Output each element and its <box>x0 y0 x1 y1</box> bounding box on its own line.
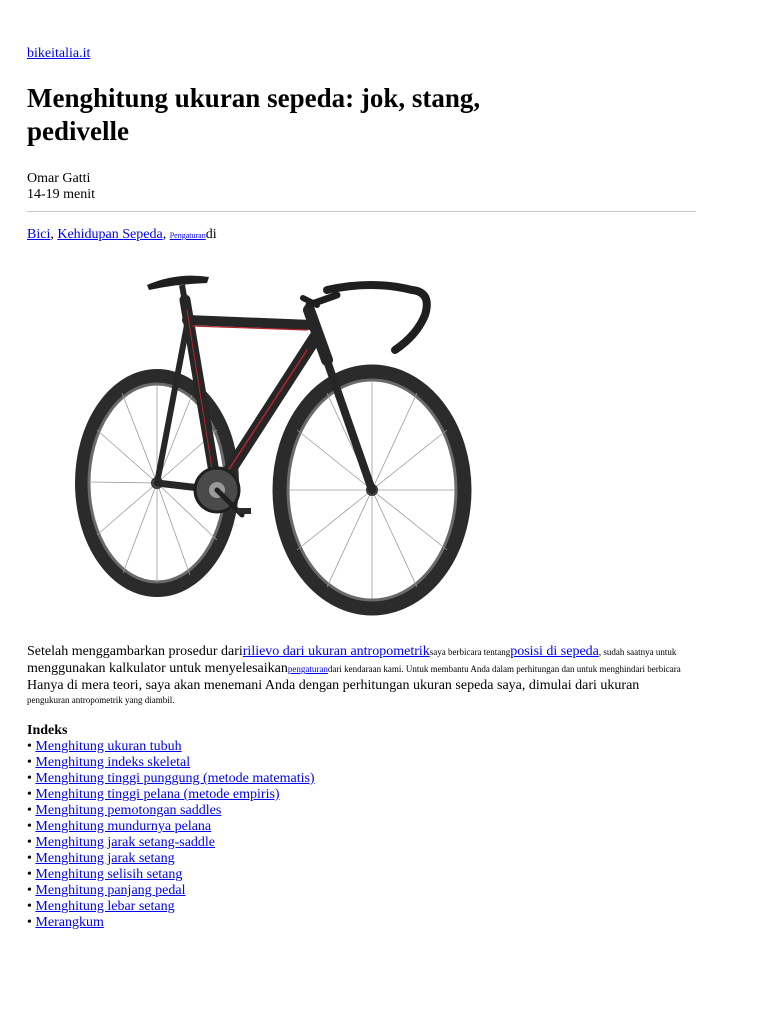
page-title: Menghitung ukuran sepeda: jok, stang, pedivelle <box>27 83 481 146</box>
article-meta <box>27 171 95 203</box>
paragraph-text: menggunakan kalkulator untuk menyelesaikan <box>27 661 288 676</box>
index-link[interactable]: Menghitung indeks skeletal <box>35 755 191 770</box>
index-link[interactable]: Menghitung mundurnya pelana <box>35 819 212 834</box>
index-link[interactable]: Menghitung selisih setang <box>35 867 183 882</box>
list-item <box>27 915 315 931</box>
list-item <box>27 803 315 819</box>
site-link[interactable]: bikeitalia.it <box>27 46 91 61</box>
crankset <box>195 468 251 515</box>
list-item <box>27 771 315 787</box>
index-link[interactable]: Menghitung lebar setang <box>35 899 175 914</box>
category-separator: , <box>162 227 167 242</box>
read-time: 14-19 menit <box>27 187 96 202</box>
paragraph-text: Setelah menggambarkan prosedur dari <box>27 644 243 659</box>
bicycle-image <box>27 250 517 630</box>
author-name: Omar Gatti <box>27 171 91 186</box>
paragraph-line <box>27 643 768 660</box>
index-link[interactable]: Menghitung ukuran tubuh <box>35 739 182 754</box>
list-item <box>27 867 315 883</box>
category-link-bici[interactable]: Bici <box>27 227 51 242</box>
index-title: Indeks <box>27 723 68 738</box>
category-link-kehidupan-sepeda[interactable]: Kehidupan Sepeda <box>57 227 163 242</box>
list-item <box>27 835 315 851</box>
category-separator: , <box>50 227 54 242</box>
list-item <box>27 883 315 899</box>
saddle <box>147 276 209 302</box>
category-link-pengaturan[interactable]: Pengaturan <box>169 231 206 240</box>
index-link[interactable]: Menghitung jarak setang <box>35 851 175 866</box>
index-link[interactable]: Merangkum <box>35 915 104 930</box>
index-link[interactable]: Menghitung tinggi punggung (metode matematis) <box>35 771 315 786</box>
category-list <box>27 227 217 243</box>
list-item <box>27 819 315 835</box>
table-of-contents <box>27 723 315 931</box>
paragraph-text: saya berbicara tentang <box>429 647 511 657</box>
index-link[interactable]: Menghitung panjang pedal <box>35 883 186 898</box>
index-link[interactable]: Menghitung pemotongan saddles <box>35 803 222 818</box>
link-posisi-sepeda[interactable]: posisi di sepeda <box>510 644 599 659</box>
list-item <box>27 755 315 771</box>
paragraph-line <box>27 660 768 677</box>
index-link[interactable]: Menghitung tinggi pelana (metode empiris) <box>35 787 280 802</box>
link-pengaturan[interactable]: pengaturan <box>287 664 328 674</box>
category-suffix: di <box>205 227 217 242</box>
list-item <box>27 739 315 755</box>
intro-paragraph <box>27 643 768 706</box>
paragraph-text: dari kendaraan kami. Untuk membantu Anda dalam perhitungan dan untuk menghindari berbicara <box>327 664 681 674</box>
paragraph-text: , sudah saatnya untuk <box>598 647 677 657</box>
paragraph-line: pengukuran antropometrik yang diambil. <box>27 695 175 705</box>
divider <box>27 211 696 212</box>
list-item <box>27 851 315 867</box>
list-item <box>27 787 315 803</box>
index-list <box>27 739 315 931</box>
index-link[interactable]: Menghitung jarak setang-saddle <box>35 835 216 850</box>
paragraph-line: Hanya di mera teori, saya akan menemani Anda dengan perhitungan ukuran sepeda saya, dimulai dari ukuran <box>27 678 640 693</box>
link-rilievo-ukuran[interactable]: rilievo dari ukuran antropometrik <box>242 644 430 659</box>
list-item <box>27 899 315 915</box>
